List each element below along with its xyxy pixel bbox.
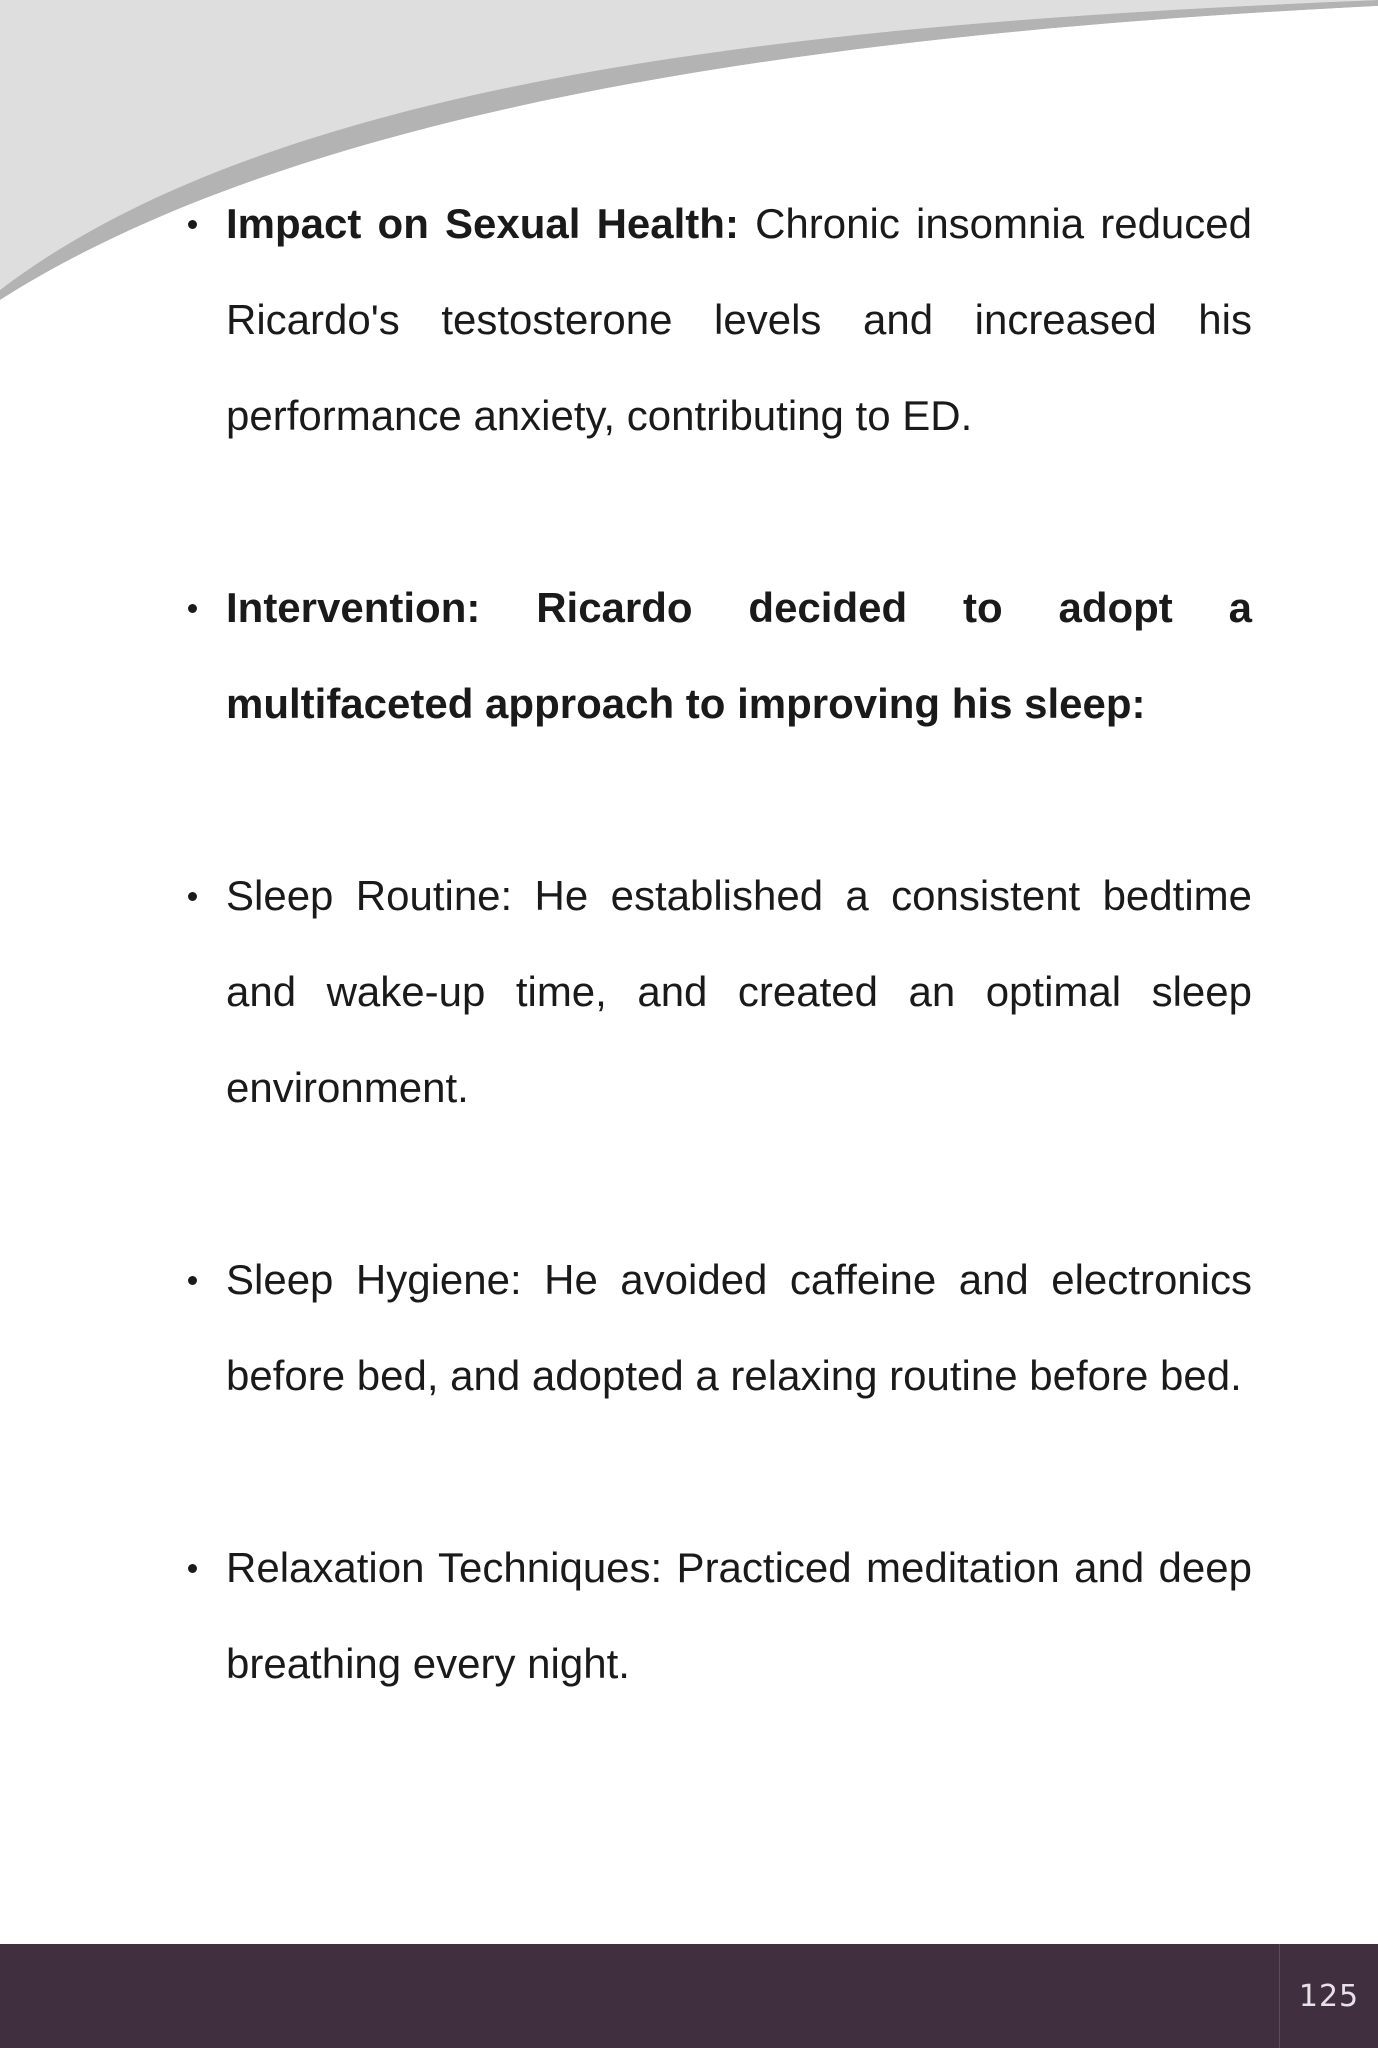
bullet-dot-icon — [188, 1276, 197, 1285]
bullet-dot-icon — [188, 604, 197, 613]
item-text: Relaxation Techniques: Practiced meditation and deep breathing every night. — [226, 1544, 1252, 1687]
list-item — [226, 1520, 1252, 1712]
list-item — [226, 1232, 1252, 1424]
item-text: Sleep Routine: He established a consistent bedtime and wake-up time, and created an optimal sleep environment. — [226, 872, 1252, 1111]
item-text: Sleep Hygiene: He avoided caffeine and electronics before bed, and adopted a relaxing routine before bed. — [226, 1256, 1252, 1399]
bullet-list — [0, 176, 1378, 1808]
footer-bar — [0, 1944, 1378, 2048]
bullet-dot-icon — [188, 220, 197, 229]
item-text: Chronic insomnia reduced Ricardo's testosterone levels and increased his performance anxiety, contributing to ED. — [226, 200, 1253, 439]
page-number: 125 — [1298, 1978, 1360, 2014]
bullet-dot-icon — [188, 1564, 197, 1573]
item-bold-lead: Intervention: Ricardo decided to adopt a multifaceted approach to improving his sleep: — [226, 584, 1252, 727]
page-number-box — [1279, 1944, 1378, 2048]
list-item — [226, 848, 1252, 1136]
list-item — [226, 176, 1252, 464]
item-bold-lead: Impact on Sexual Health: — [226, 200, 739, 247]
bullet-dot-icon — [188, 892, 197, 901]
list-item — [226, 560, 1252, 752]
